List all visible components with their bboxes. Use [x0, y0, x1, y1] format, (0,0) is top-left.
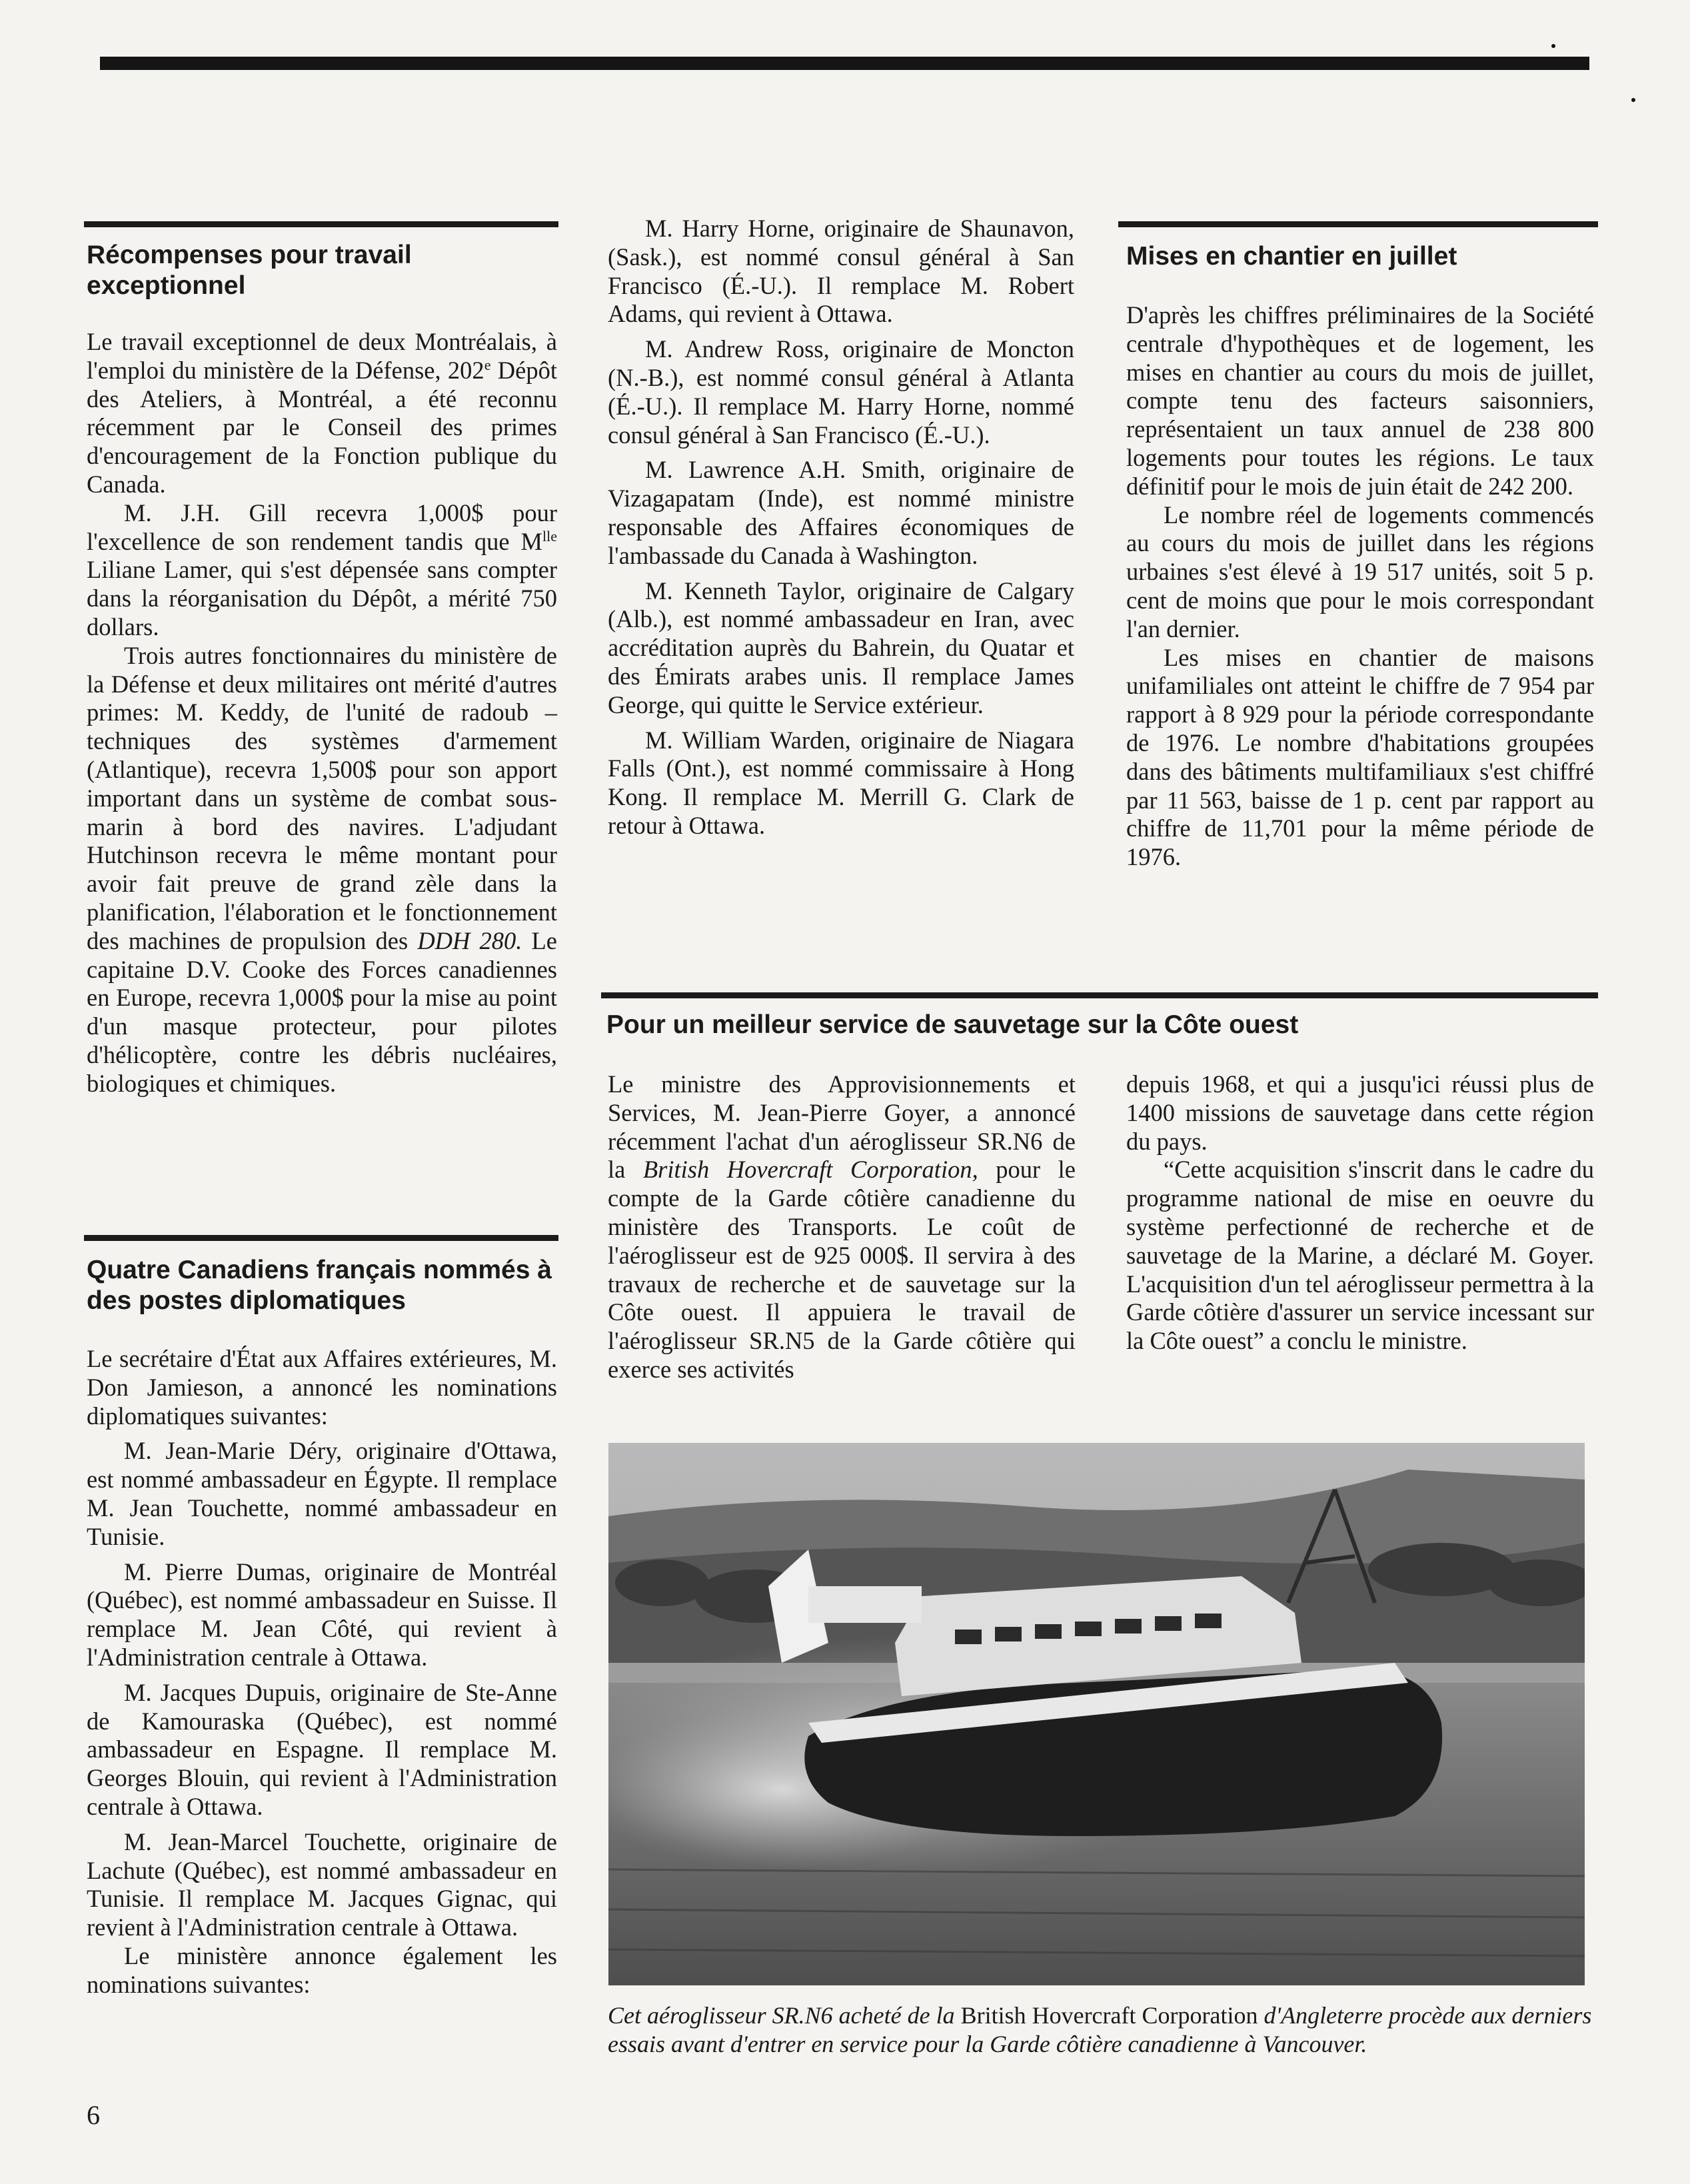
photo-caption: Cet aéroglisseur SR.N6 acheté de la British Hovercraft Corporation d'Angleterre procède aux derniers essais avant d'entrer en service pour la Garde côtière canadienne à Vancouver.: [608, 2002, 1592, 2057]
hovercraft-illustration: [608, 1443, 1585, 1985]
paragraph: M. Jean-Marie Déry, originaire d'Ottawa, est nommé ambassadeur en Égypte. Il remplace M. Jean Touchette, nommé ambassadeur en Tunisie.: [87, 1437, 557, 1550]
column-rule: [84, 221, 558, 227]
column-rule: [1118, 221, 1598, 227]
article-diplomates-body: [87, 1345, 557, 1999]
article-recompenses-body: [87, 328, 557, 1098]
section-rule: [601, 992, 1598, 998]
hovercraft-photo: [608, 1443, 1585, 1985]
article-title-sauvetage: Pour un meilleur service de sauvetage sur la Côte ouest: [606, 1010, 1299, 1039]
paragraph: M. Kenneth Taylor, originaire de Calgary (Alb.), est nommé ambassadeur en Iran, avec accréditation auprès du Bahrein, du Quatar et des Émirats arabes unis. Il remplace James George, qui quitte le Service extérieur.: [608, 576, 1074, 718]
speck-mark: [1631, 98, 1635, 102]
article-title-mises-en-chantier: Mises en chantier en juillet: [1126, 242, 1457, 271]
article-mises-en-chantier-body: [1126, 301, 1594, 872]
paragraph: “Cette acquisition s'inscrit dans le cadre du programme national de mise en oeuvre du système perfectionné de recherche et de sauvetage de la Marine, a déclaré M. Goyer. L'acquisition d'un tel aéroglisseur permettra à la Garde côtière d'assurer un service incessant sur la Côte ouest” a conclu le ministre.: [1126, 1156, 1594, 1355]
paragraph: M. Lawrence A.H. Smith, originaire de Vizagapatam (Inde), est nommé ministre responsable des Affaires économiques de l'ambassade du Canada à Washington.: [608, 456, 1074, 569]
paragraph: depuis 1968, et qui a jusqu'ici réussi plus de 1400 missions de sauvetage dans cette région du pays.: [1126, 1070, 1594, 1155]
paragraph: M. Jacques Dupuis, originaire de Ste-Anne de Kamouraska (Québec), est nommé ambassadeur en Espagne. Il remplace M. Georges Blouin, qui revient à l'Administration centrale à Ottawa.: [87, 1678, 557, 1820]
article-sauvetage-left: [608, 1070, 1076, 1384]
paragraph: Le secrétaire d'État aux Affaires extérieures, M. Don Jamieson, a annoncé les nominations diplomatiques suivantes:: [87, 1345, 557, 1430]
paragraph: M. William Warden, originaire de Niagara Falls (Ont.), est nommé commissaire à Hong Kong. Il remplace M. Merrill G. Clark de retour à Ottawa.: [608, 726, 1074, 839]
page-number: 6: [87, 2100, 100, 2130]
paragraph: M. Pierre Dumas, originaire de Montréal (Québec), est nommé ambassadeur en Suisse. Il remplace M. Jean Côté, qui revient à l'Administration centrale à Ottawa.: [87, 1558, 557, 1671]
article-sauvetage-right: [1126, 1070, 1594, 1356]
diplomatic-appointments-continued: [608, 215, 1074, 840]
article-title-diplomates: Quatre Canadiens français nommés à des postes diplomatiques: [87, 1256, 552, 1315]
paragraph: M. Harry Horne, originaire de Shaunavon, (Sask.), est nommé consul général à San Francisco (É.-U.). Il remplace M. Robert Adams, qui revient à Ottawa.: [608, 215, 1074, 328]
paragraph: Le ministère annonce également les nominations suivantes:: [87, 1941, 557, 1998]
paragraph: Le nombre réel de logements commencés au cours du mois de juillet dans les régions urbaines s'est élevé à 19 517 unités, soit 5 p. cent de moins que pour le mois correspondant l'an dernier.: [1126, 501, 1594, 642]
speck-mark: [1551, 44, 1555, 48]
paragraph: D'après les chiffres préliminaires de la Société centrale d'hypothèques et de logement, les mises en chantier au cours du mois de juillet, compte tenu des facteurs saisonniers, représentaient un taux annuel de 238 800 logements pour toutes les régions. Le taux définitif pour le mois de juin était de 242 200.: [1126, 301, 1594, 500]
paragraph: Le travail exceptionnel de deux Montréalais, à l'emploi du ministère de la Défense, 202e Dépôt des Ateliers, à Montréal, a été reconnu récemment par le Conseil des primes d'encouragement de la Fonction publique du Canada.: [87, 328, 557, 498]
article-title-recompenses: Récompenses pour travail exceptionnel: [87, 241, 412, 300]
paragraph: Le ministre des Approvisionnements et Services, M. Jean-Pierre Goyer, a annoncé récemment l'achat d'un aéroglisseur SR.N6 de la British Hovercraft Corporation, pour le compte de la Garde côtière canadienne du ministère des Transports. Le coût de l'aéroglisseur est de 925 000$. Il servira à des travaux de recherche et de sauvetage sur la Côte ouest. Il appuiera le travail de l'aéroglisseur SR.N5 de la Garde côtière qui exerce ses activités: [608, 1070, 1076, 1383]
top-rule: [100, 57, 1589, 70]
column-rule: [84, 1235, 558, 1241]
paragraph: Les mises en chantier de maisons unifamiliales ont atteint le chiffre de 7 954 par rapport à 8 929 pour la période correspondante de 1976. Le nombre d'habitations groupées dans des bâtiments multifamiliaux s'est chiffré par 11 563, baisse de 1 p. cent par rapport au chiffre de 11,701 pour la même période de 1976.: [1126, 643, 1594, 871]
paragraph: M. Andrew Ross, originaire de Moncton (N.-B.), est nommé consul général à Atlanta (É.-U.). Il remplace M. Harry Horne, nommé consul général à San Francisco (É.-U.).: [608, 335, 1074, 449]
paragraph: M. J.H. Gill recevra 1,000$ pour l'excellence de son rendement tandis que $M^{lle}$ Liliane Lamer, qui s'est dépensée sans compter dans la réorganisation du Dépôt, a mérité 750 dollars.: [87, 499, 557, 640]
paragraph: M. Jean-Marcel Touchette, originaire de Lachute (Québec), est nommé ambassadeur en Tunisie. Il remplace M. Jacques Gignac, qui revient à l'Administration centrale à Ottawa.: [87, 1827, 557, 1941]
paragraph: Trois autres fonctionnaires du ministère de la Défense et deux militaires ont mérité d'autres primes: M. Keddy, de l'unité de radoub – techniques des systèmes d'armement (Atlantique), recevra 1,500$ pour son apport important dans un système de combat sous-marin à bord des navires. L'adjudant Hutchinson recevra le même montant pour avoir fait preuve de grand zèle dans la planification, l'élaboration et le fonctionnement des machines de propulsion des DDH 280. Le capitaine D.V. Cooke des Forces canadiennes en Europe, recevra 1,000$ pour la mise au point d'un masque protecteur, pour pilotes d'hélicoptère, contre les débris nucléaires, biologiques et chimiques.: [87, 641, 558, 1097]
